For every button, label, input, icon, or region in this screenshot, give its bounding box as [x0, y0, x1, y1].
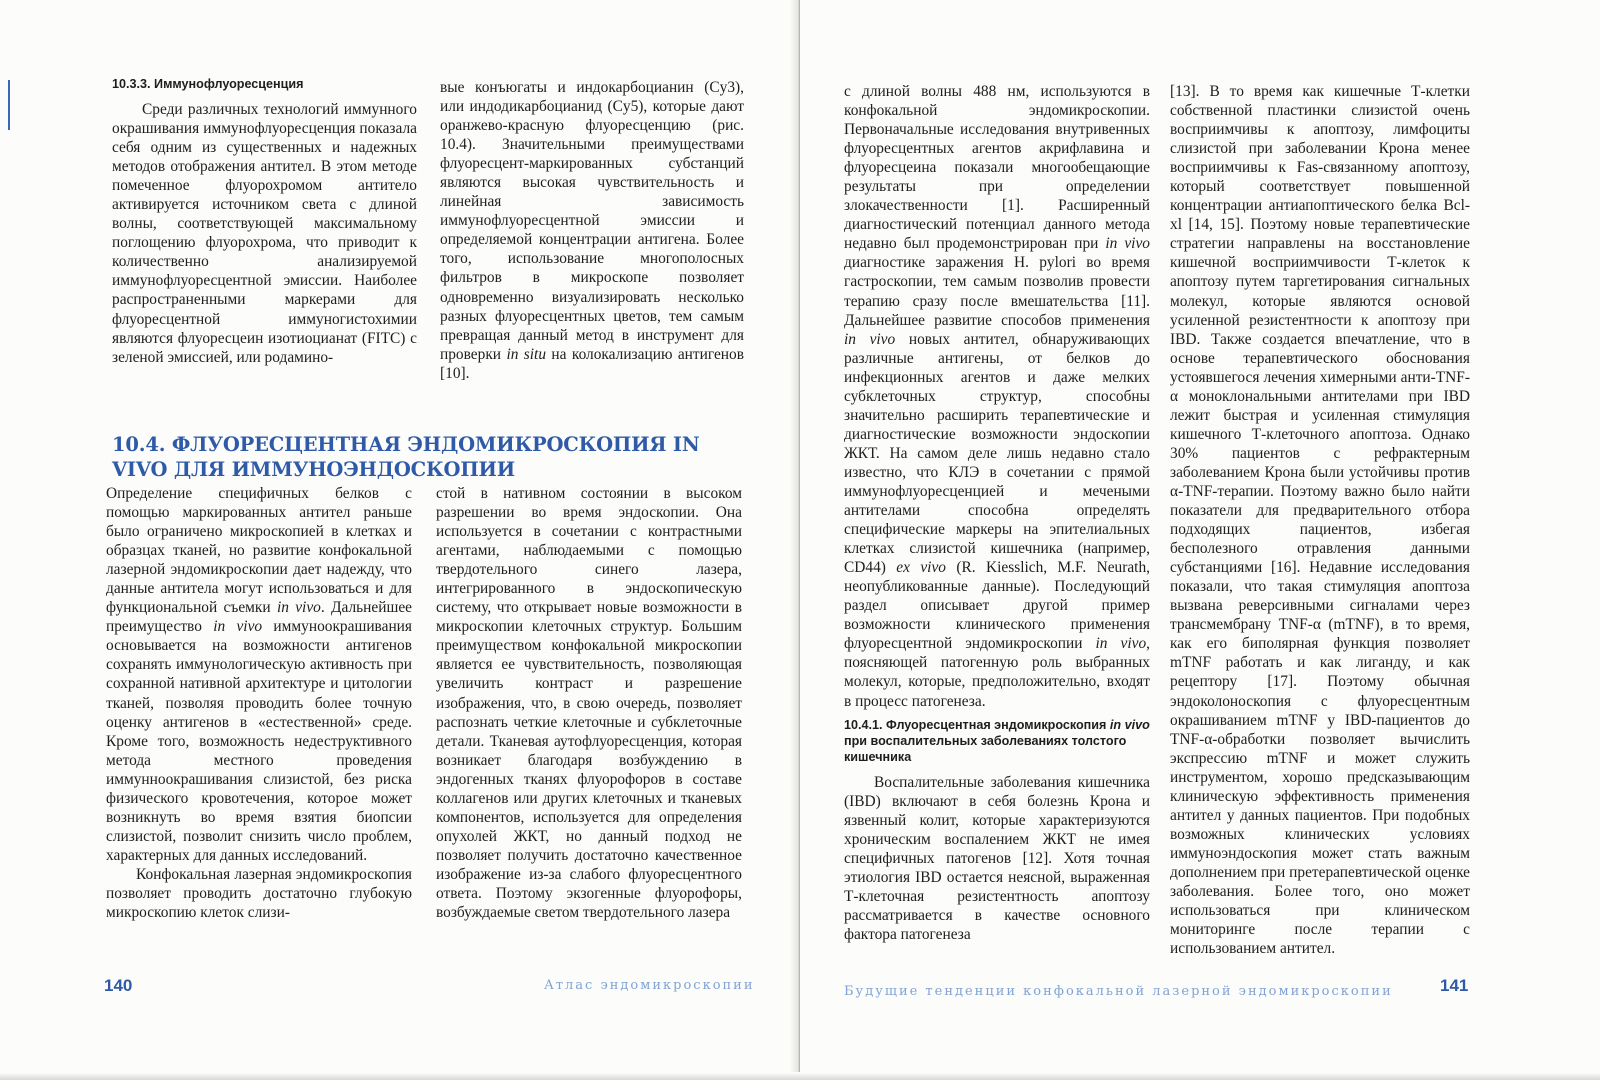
left-page	[0, 0, 796, 1080]
page-number: 141	[1440, 976, 1469, 995]
running-title: Атлас эндомикроскопии	[544, 978, 755, 993]
subsection-title: 10.4.1. Флуоресцентная эндомикроскопия in vivo при воспалительных заболеваниях толстого кишечника	[844, 717, 1150, 764]
right-page	[800, 0, 1600, 1080]
paragraph: вые конъюгаты и индокарбоцианин (Cy3), или индодикарбоцианид (Cy5), которые дают оранжево-красную флуоресценцию (рис. 10.4). Значительными преимуществами флуоресцент-маркированных субстанций являются высокая чувствительность и линейная зависимость иммунофлуоресцентной эмиссии и определяемой концентрации антигена. Более того, использование многополосных фильтров в микроскопе позволяет одновременно визуализировать несколько разных флуоресцентных цветов, тем самым превращая данный метод в инструмент для проверки in situ на колокализацию антигенов [10].	[440, 79, 744, 382]
paragraph: Среди различных технологий иммунного окрашивания иммунофлуоресценция показала себя одним из существенных и надежных методов отображения антител. В этом методе помеченное флуорохромом антитело активируется источником света с длиной волны, соответствующей максимальному поглощению флуорохрома, что приводит к количественно анализируемой иммунофлуоресцентной эмиссии. Наиболее распространенными маркерами для флуоресцентной иммуногистохимии являются флуоресцеин изотиоцианат (FITC) с зеленой эмиссией, или родамино-	[112, 101, 417, 366]
paragraph: Воспалительные заболевания кишечника (IBD) включают в себя болезнь Крона и язвенный колит, которые характеризуются хроническим воспалением ЖКТ не имея специфичных патогенов [12]. Хотя точная этиология IBD остается неясной, выраженная Т-клеточная резистентность апоптозу рассматривается в качестве основного фактора патогенеза	[844, 773, 1150, 943]
left-col1-bottom	[106, 484, 412, 922]
margin-mark	[8, 80, 10, 130]
section-heading: 10.4. ФЛУОРЕСЦЕНТНАЯ ЭНДОМИКРОСКОПИЯ IN VIVO ДЛЯ ИММУНОЭНДОСКОПИИ	[112, 433, 700, 481]
paragraph: [13]. В то время как кишечные Т-клетки собственной пластинки слизистой очень восприимчивы к апоптозу, лимфоциты слизистой при заболевании Крона менее восприимчивы к Fas-связанному апоптозу, который соответствует повышенной концентрации антиапоптического белка Bcl-xl [14, 15]. Поэтому новые терапевтические стратегии направлены на восстановление кишечной восприимчивости Т-клеток к апоптозу путем таргетирования сигнальных молекул, которые являются основой усиленной резистентности к апоптозу при IBD. Также создается впечатление, что в основе терапевтического обоснования устоявшегося лечения химерными анти-TNF-α моноклональными антителами при IBD лежит быстрая и усиленная стимуляция кишечного Т-клеточного апоптоза. Однако 30% пациентов с рефрактерным заболеванием Крона были устойчивы против α-TNF-терапии. Поэтому важно было найти показатели для предварительного отбора подходящих пациентов, избегая бесполезного отравления данными субстанциями [16]. Недавние исследования показали, что такая стимуляция апоптоза вызвана реверсивными сигналами через трансмембрану TNF-α (mTNF), в то время, как его биполярная функция позволяет mTNF работать и как лиганду, и как рецептору [17]. Поэтому обычная эндоколоноскопия с флуоресцентным окрашиванием mTNF у IBD-пациентов до TNF-α-обработки позволяет вычислить экспрессию mTNF и может служить инструментом, хорошо предсказывающим клиническую эффективность применения антител у данных пациентов. При подобных возможных клинических условиях иммуноэндоскопия может стать важным дополнением при претерапевтической оценке заболевания. Более того, оно может использоваться при клиническом мониторинге после терапии с использованием антител.	[1170, 83, 1470, 958]
paragraph: с длиной волны 488 нм, используются в конфокальной эндомикроскопии. Первоначальные исследования внутривенных флуоресцентных агентов акрифлавина и флуоресцеина показали многообещающие результаты при определении злокачественности [1]. Расширенный диагностический потенциал данного метода недавно был продемонстрирован при in vivo диагностике заражения H. pylori во время гастроскопии, тем самым позволив провести терапию сразу после вмешательства [11]. Дальнейшее развитие способов применения in vivo новых антител, обнаруживающих различные антигены, от белков до инфекционных агентов и даже мелких субклеточных структур, способны значительно расширить терапевтические и диагностические возможности эндоскопии ЖКТ. На самом деле лишь недавно стало известно, что КЛЭ в сочетании с прямой иммунофлуоресценцией и мечеными антителами способна определять специфические маркеры на эпителиальных клетках слизистой кишечника (например, CD44) ex vivo (R. Kiesslich, M.F. Neurath, неопубликованные данные). Последующий раздел описывает другой пример возможности клинического применения флуоресцентной эндомикроскопии in vivo, поясняющей патогенную роль выбранных молекул, которые, предположительно, входят в процесс патогенеза.	[844, 83, 1151, 710]
right-col1	[844, 82, 1150, 944]
page-edge	[0, 1072, 1600, 1080]
paragraph: Конфокальная лазерная эндомикроскопия позволяет проводить достаточно глубокую микроскопию клеток слизи-	[106, 865, 412, 922]
left-col2-bottom	[436, 484, 742, 922]
page-number: 140	[104, 976, 133, 995]
paragraph: стой в нативном состоянии в высоком разрешении во время эндоскопии. Она используется в сочетании с контрастными агентами, наблюдаемыми с помощью твердотельного синего лазера, интегрированного в эндоскопическую систему, что открывает новые возможности в микроскопии клеточных структур. Большим преимуществом конфокальной микроскопии является ее чувствительность, позволяющая увеличить контраст и разрешение изображения, что, в свою очередь, позволяет распознать четкие клеточные и субклеточные детали. Тканевая аутофлуоресценция, которая возникает благодаря возбуждению в эндогенных тканях флуорофоров в составе коллагенов или других клеточных и тканевых компонентов, используется для определения опухолей ЖКТ, но данный подход не позволяет получить достаточно качественное изображение из-за слабого флуоресцентного ответа. Поэтому экзогенные флуорофоры, возбуждаемые светом твердотельного лазера	[436, 485, 742, 922]
right-col2	[1170, 82, 1470, 958]
left-col2-top	[440, 78, 744, 383]
subsection-title: 10.3.3. Иммунофлуоресценция	[112, 77, 304, 91]
running-title: Будущие тенденции конфокальной лазерной эндомикроскопии	[844, 984, 1393, 999]
paragraph: Определение специфичных белков с помощью маркированных антител раньше было ограничено микроскопией в клетках и образцах тканей, но развитие конфокальной лазерной эндомикроскопии дает надежду, что данные антитела могут использоваться и для функциональной съемки in vivo. Дальнейшее преимущество in vivo иммуноокрашивания основывается на возможности антигенов сохранять иммунологическую активность при сохранной нативной архитектуре и цитологии тканей, позволяя проводить более точную оценку антигенов в «естественной» среде. Кроме того, возможность недеструктивного метода местного проведения иммунноокрашивания слизистой, без риска физического кровотечения, которое может возникнуть во время взятия биопсии слизистой, позволит снизить число проблем, характерных для данных исследований.	[106, 485, 412, 864]
left-col1-top	[112, 76, 417, 367]
